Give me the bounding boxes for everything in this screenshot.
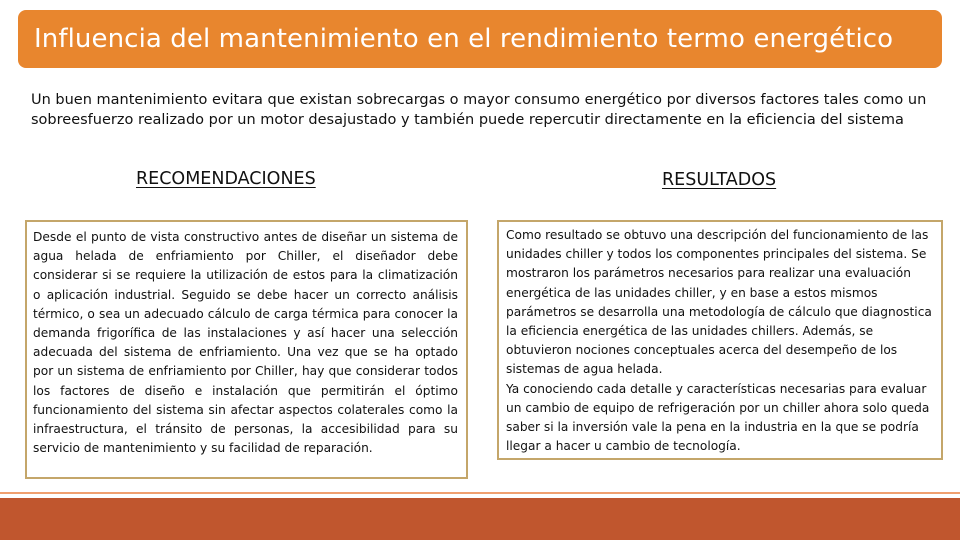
recommendations-box [25,220,468,479]
footer-divider [0,492,960,494]
slide-title: Influencia del mantenimiento en el rendimiento termo energético [34,24,894,54]
results-paragraph-1: Como resultado se obtuvo una descripción del funcionamiento de las unidades chiller y todos los componentes principales del sistema. Se mostraron los parámetros necesarios para realizar una evaluación energética de las unidades chiller, y en base a estos mismos parámetros se desarrolla una metodología de cálculo que diagnostica la eficiencia energética de las unidades chillers. Además, se obtuvieron nociones conceptuales acerca del desempeño de los sistemas de agua helada. [506,228,932,377]
results-heading: RESULTADOS [662,170,777,190]
recommendations-text: Desde el punto de vista constructivo antes de diseñar un sistema de agua helada de enfriamiento por Chiller, el diseñador debe considerar si se requiere la utilización de estos para la climatización o aplicación industrial. Seguido se debe hacer un correcto análisis térmico, o sea un adecuado cálculo de carga térmica para conocer la demanda frigorífica de las instalaciones y así hacer una selección adecuada del sistema de enfriamiento. Una vez que se ha optado por un sistema de enfriamiento por Chiller, hay que considerar todos los factores de diseño e instalación que permitirán el óptimo funcionamiento del sistema sin afectar aspectos colaterales como la infraestructura, el tránsito de personas, la accesibilidad para su servicio de mantenimiento y su facilidad de reparación. [33,230,458,456]
recommendations-heading: RECOMENDACIONES [136,169,316,189]
footer-band [0,498,960,540]
results-box [497,220,943,460]
results-paragraph-2: Ya conociendo cada detalle y características necesarias para evaluar un cambio de equipo de refrigeración por un chiller ahora solo queda saber si la inversión vale la pena en la industria en la que se podría llegar a hacer u cambio de tecnología. [506,381,930,454]
title-bar [18,10,942,68]
intro-paragraph: Un buen mantenimiento evitara que existan sobrecargas o mayor consumo energético por diversos factores tales como un sobreesfuerzo realizado por un motor desajustado y también puede repercutir directamente en la eficiencia del sistema [31,92,927,128]
